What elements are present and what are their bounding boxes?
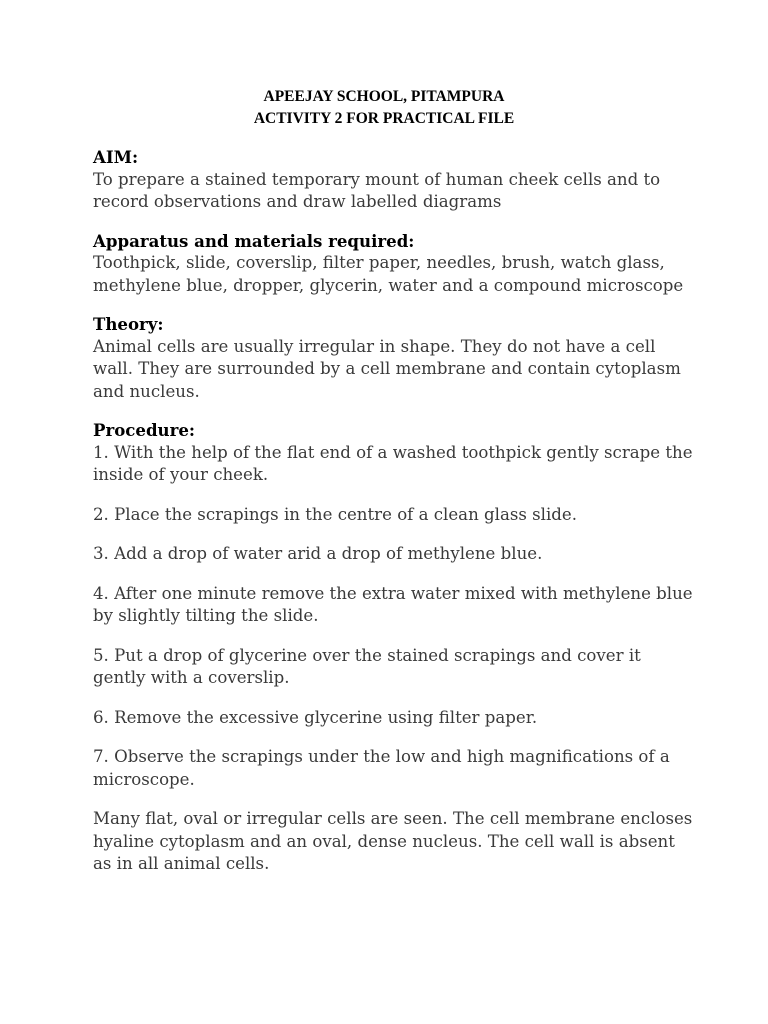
- aim-heading: AIM:: [93, 147, 139, 167]
- activity-title: ACTIVITY 2 FOR PRACTICAL FILE: [253, 110, 515, 127]
- aim-text: To prepare a stained temporary mount of human cheek cells and to record observations and draw labelled diagrams: [93, 169, 661, 211]
- apparatus-heading: Apparatus and materials required:: [93, 230, 415, 251]
- document-body: [93, 146, 693, 876]
- apparatus-section: [93, 230, 693, 298]
- document-header: [0, 86, 768, 130]
- observation-paragraph: Many flat, oval or irregular cells are seen. The cell membrane encloses hyaline cytoplasm and an oval, dense nucleus. The cell wall is absent as in all animal cells.: [93, 809, 693, 873]
- procedure-step-4: 4. After one minute remove the extra water mixed with methylene blue by slightly tilting the slide.: [93, 583, 693, 625]
- aim-section: [93, 146, 693, 214]
- procedure-step-7: 7. Observe the scrapings under the low and high magnifications of a microscope.: [93, 747, 670, 789]
- theory-text: Animal cells are usually irregular in shape. They do not have a cell wall. They are surrounded by a cell membrane and contain cytoplasm and nucleus.: [93, 336, 681, 401]
- procedure-heading: Procedure:: [93, 420, 196, 440]
- theory-heading: Theory:: [93, 314, 164, 334]
- procedure-step-6: 6. Remove the excessive glycerine using filter paper.: [93, 707, 538, 727]
- apparatus-text: Toothpick, slide, coverslip, filter paper, needles, brush, watch glass, methylene blue, dropper, glycerin, water and a compound microscope: [93, 253, 684, 295]
- procedure-step-2: 2. Place the scrapings in the centre of a clean glass slide.: [93, 504, 578, 524]
- procedure-section: [93, 419, 693, 791]
- procedure-step-3: 3. Add a drop of water arid a drop of methylene blue.: [93, 544, 543, 563]
- procedure-step-1: 1. With the help of the flat end of a washed toothpick gently scrape the inside of your cheek.: [93, 442, 693, 484]
- school-name: APEEJAY SCHOOL, PITAMPURA: [263, 88, 505, 105]
- theory-section: [93, 313, 693, 403]
- procedure-step-5: 5. Put a drop of glycerine over the stained scrapings and cover it gently with a coverslip.: [93, 645, 641, 687]
